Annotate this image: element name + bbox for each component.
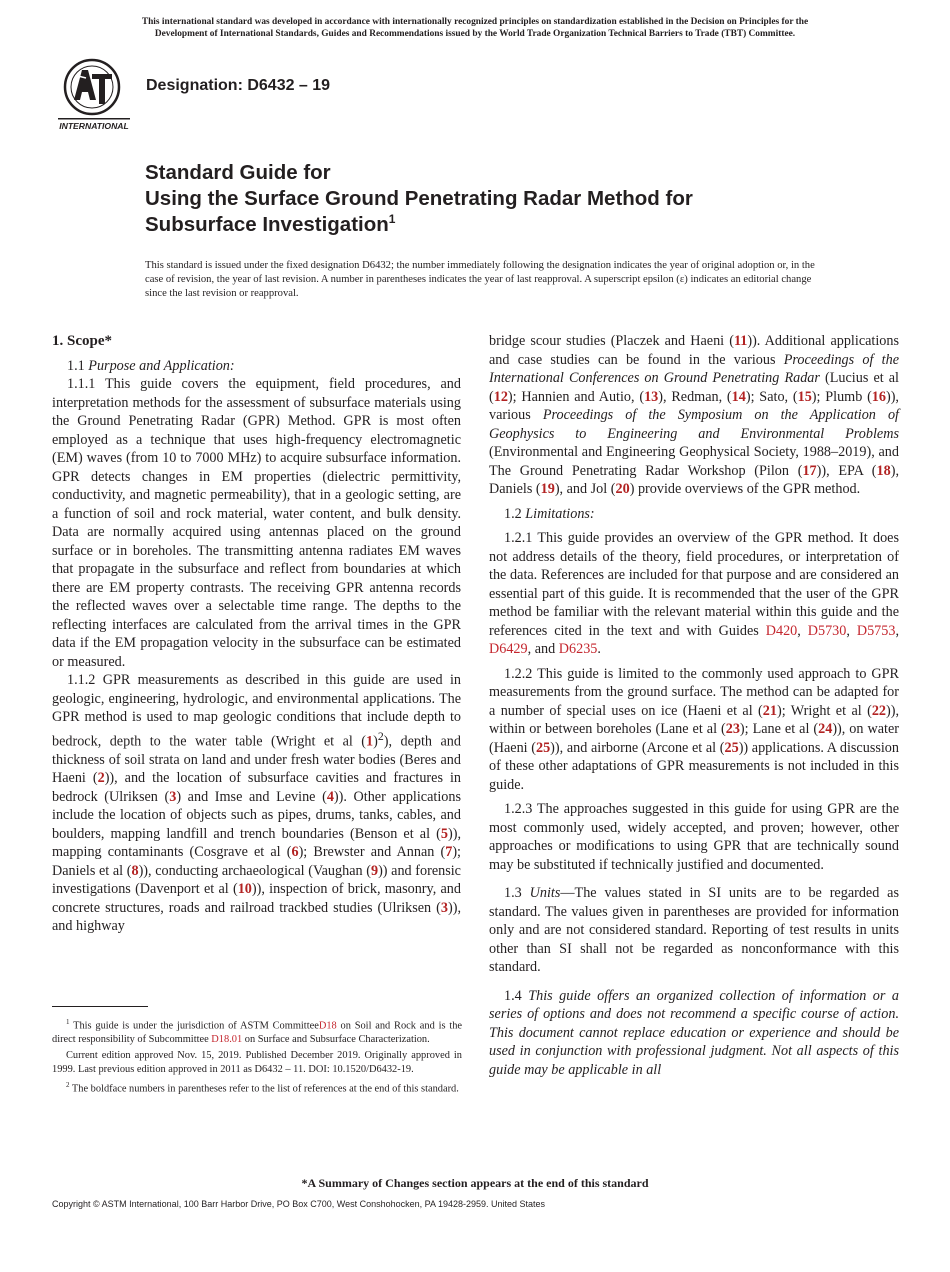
subsection-1-2: 1.2 Limitations: [504,505,595,522]
astm-logo [52,56,136,132]
reference-link[interactable]: 25 [724,739,739,756]
reference-link[interactable]: 6 [291,844,299,861]
designation: Designation: D6432 – 19 [146,77,331,94]
reference-link[interactable]: 9 [370,862,379,879]
paragraph-1-1-2-continued: bridge scour studies (Placzek and Haeni (11)). Additional applications and case studies can be found in the various Proceedings of the International Conferences on Ground Penetrating Radar (Lucius et al (12); Hannien and Autio, (13), Redman, (14); Sato, (15); Plumb (16)), various Proceedings of the Symposium on the Application of Geophysics to Engineering and Environmental Problems (Environmental and Engineering Geophysical Society, 1988–2019), and The Ground Penetrating Radar Workshop (Pilon (17)), EPA (18), Daniels (19), and Jol (20) provide overviews of the GPR method. [489,333,900,497]
wto-notice [40,16,910,40]
title-line-3-text: Subsurface Investigation [145,213,389,236]
reference-link[interactable]: 3 [440,899,448,916]
reference-link[interactable]: 17 [802,462,817,479]
reference-link[interactable]: 7 [445,844,453,861]
reference-link[interactable]: 3 [169,788,177,805]
right-column [489,332,899,1079]
committee-link-d18[interactable]: D18 [318,1020,337,1032]
reference-link[interactable]: 11 [733,333,748,349]
footnote-divider [52,1006,148,1007]
document-title [145,160,865,238]
astm-logo-icon [52,56,136,132]
footnote-1: $^1$ This guide is under the jurisdiction of ASTM CommitteeD18 on Soil and Rock and is the direct responsibility of Subcommittee D18.01 on Surface and Subsurface Characterization. [52,1018,463,1045]
standard-link-d5753[interactable]: D5753 [856,622,896,639]
paragraph-1-1-2: 1.1.2 GPR measurements as described in this guide are used in geologic, engineering, hydrologic, and environmental applications. The GPR method is used to map geologic conditions that include depth to bedrock, depth to the water table (Wright et al $(1)^2$), depth and thickness of soil strata on land and under fresh water bodies (Beres and Haeni (2)), and the location of subsurface cavities and fractures in bedrock (Ulriksen (3) and Imse and Levine (4)). Other applications include the location of objects such as pipes, drums, tanks, cables, and boulders, mapping landfill and trench boundaries (Benson et al (5)), mapping contaminants (Cosgrave et al (6); Brewster and Annan (7); Daniels et al (8)), conducting archaeological (Vaughan (9)) and forensic investigations (Davenport et al (10)), inspection of brick, masonry, and concrete structures, roads and railroad trackbed studies (Ulriksen (3)), and highway [52,672,461,935]
reference-link[interactable]: 25 [535,739,551,756]
footnote-mark: 2 [377,728,384,743]
reference-link[interactable]: 15 [797,388,812,405]
title-footnote-mark: 1 [388,212,396,227]
paragraph-1-2-3: 1.2.3 The approaches suggested in this guide for using GPR are the most commonly used, widely accepted, and proven; however, other approaches or modifications to using GPR that are technically sound may be substituted if technically justified and documented. [489,801,899,873]
reference-link[interactable]: 21 [762,702,777,719]
reference-link[interactable]: 24 [818,721,833,737]
title-line-2: Using the Surface Ground Penetrating Radar Method for [145,187,693,210]
copyright: Copyright © ASTM International, 100 Barr Harbor Drive, PO Box C700, West Conshohocken, PA 19428-2959. United States [52,1199,546,1209]
reference-link[interactable]: 4 [326,788,334,805]
reference-link[interactable]: 12 [493,388,508,405]
footnote-2: $^2$ The boldface numbers in parentheses refer to the list of references at the end of this standard. [66,1081,459,1095]
footnotes [52,1016,462,1099]
reference-link[interactable]: 10 [237,881,252,898]
subsection-1-1 [52,357,461,376]
standard-link-d5730[interactable]: D5730 [807,622,847,639]
standard-link-d6235[interactable]: D6235 [558,641,598,657]
issuance-notice: This standard is issued under the fixed designation D6432; the number immediately following the designation indicates the year of original adoption or, in the case of revision, the year of last revision. A number in parentheses indicates the year of last reapproval. A superscript epsilon (ε) indicates an editorial change since the last revision or reapproval. [145,260,815,299]
logo-text: INTERNATIONAL [59,121,129,131]
reference-link[interactable]: 2 [97,770,105,787]
title-line-1: Standard Guide for [145,161,331,184]
reference-link[interactable]: 5 [440,825,448,842]
reference-link[interactable]: 14 [731,388,746,405]
reference-link[interactable]: 19 [540,481,555,497]
reference-link[interactable]: 23 [725,721,740,737]
subsection-1-4: 1.4 This guide offers an organized collection of information or a series of options and does not recommend a specific course of action. This document cannot replace education or experience and should be used in conjunction with professional judgment. Not all aspects of this guide may be applicable in all [489,987,900,1078]
subcommittee-link-d18-01[interactable]: D18.01 [211,1033,243,1045]
reference-link[interactable]: 16 [871,388,886,405]
footnote-edition: Current edition approved Nov. 15, 2019. Published December 2019. Originally approved in 1999. Last previous edition approved in 2011 as D6432 – 11. DOI: 10.1520/D6432-19. [52,1050,462,1075]
subsection-title: Purpose and Application: [88,357,235,374]
left-column [52,332,461,936]
reference-link[interactable]: 20 [615,481,630,497]
paragraph-1-2-1: 1.2.1 This guide provides an overview of the GPR method. It does not address details of the theory, field procedures, or interpretation of the data. References are included for that purpose and are considered an essential part of this guide. It is recommended that the user of the GPR method be familiar with the relevant material within this guide and the references cited in the text and with Guides D420, D5730, D5753, D6429, and D6235. [489,530,900,657]
reference-link[interactable]: 22 [871,702,886,719]
wto-notice-line-1: This international standard was developed in accordance with internationally recognized principles on standardization established in the Decision on Principles for the [141,17,809,27]
subsection-1-3: 1.3 Units—The values stated in SI units are to be regarded as standard. The values given in parentheses are provided for information only and are not considered standard. Reporting of test results in units other than SI shall not be regarded as nonconformance with this standard. [489,885,900,975]
reference-link[interactable]: 18 [876,462,891,479]
subsection-number: 1.1 [67,357,85,374]
standard-link-d6429[interactable]: D6429 [489,641,528,657]
title-line-3 [145,212,865,238]
standard-link-d420[interactable]: D420 [765,622,798,639]
summary-of-changes-note: *A Summary of Changes section appears at the end of this standard [301,1176,649,1190]
wto-notice-line-2: Development of International Standards, Guides and Recommendations issued by the World Trade Organization Technical Barriers to Trade (TBT) Committee. [154,29,796,39]
section-heading-scope: 1. Scope* [52,333,112,349]
paragraph-1-2-2: 1.2.2 This guide is limited to the commonly used approach to GPR measurements from the ground surface. The method can be adapted for a number of special uses on ice (Haeni et al (21); Wright et al (22)), within or between boreholes (Lane et al (23); Lane et al (24)), on water (Haeni (25)), and airborne (Arcone et al (25)) applications. A discussion of these other adaptations of GPR measurements is not included in this guide. [489,665,899,793]
paragraph-1-1-1: 1.1.1 This guide covers the equipment, field procedures, and interpretation methods for the assessment of subsurface materials using the Ground Penetrating Radar (GPR) Method. GPR is most often employed as a technique that uses high-frequency electromagnetic (EM) waves (from 10 to 7000 MHz) to acquire subsurface information. GPR detects changes in EM properties (dielectric permittivity, conductivity, and magnetic permeability), that in a geologic setting, are a function of soil and rock material, water content, and bulk density. Data are normally acquired using antennas placed on the ground surface or in boreholes. The transmitting antenna radiates EM waves that propagate in the subsurface and reflect from boundaries at which there are EM property contrasts. The receiving GPR antenna records the reflected waves over a selectable time range. The depths to the reflecting interfaces are calculated from the arrival times in the GPR data if the EM propagation velocity in the subsurface can be estimated or measured. [52,376,461,670]
reference-link[interactable]: 13 [644,388,659,405]
reference-link[interactable]: 1 [366,733,374,750]
reference-link[interactable]: 8 [131,862,139,879]
